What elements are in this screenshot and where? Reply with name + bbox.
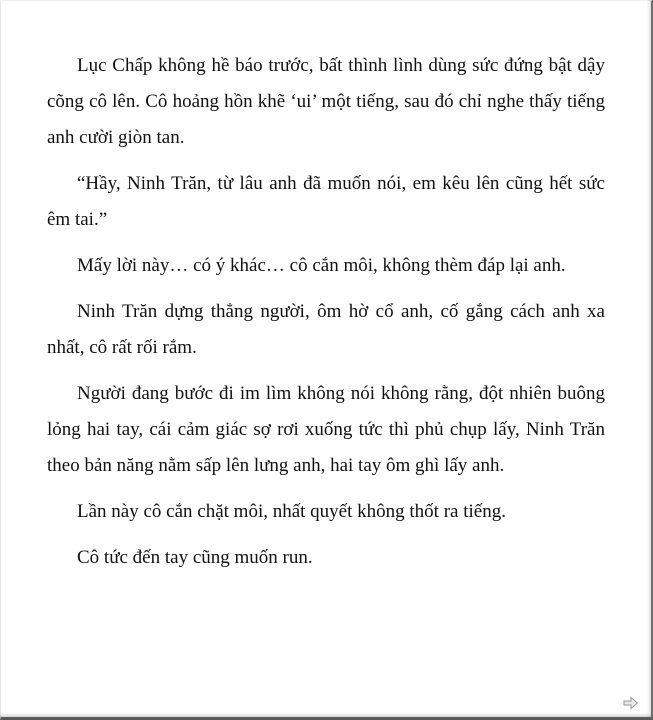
- paragraph: Lần này cô cắn chặt môi, nhất quyết không thốt ra tiếng.: [77, 501, 506, 522]
- document-body: [47, 48, 605, 586]
- paragraph: Mấy lời này… có ý khác… cô cắn môi, không thèm đáp lại anh.: [77, 255, 566, 276]
- arrow-right-icon[interactable]: [623, 696, 639, 710]
- page-shadow-right: [647, 0, 653, 720]
- paragraph: Cô tức đến tay cũng muốn run.: [77, 547, 313, 568]
- page-shadow-bottom: [0, 713, 653, 720]
- paragraph: “Hầy, Ninh Trăn, từ lâu anh đã muốn nói, em kêu lên cũng hết sức êm tai.”: [47, 173, 605, 230]
- paragraph: Người đang bước đi im lìm không nói không rằng, đột nhiên buông lỏng hai tay, cái cảm giác sợ rơi xuống tức thì phủ chụp lấy, Ninh Trăn theo bản năng nằm sấp lên lưng anh, hai tay ôm ghì lấy anh.: [47, 383, 605, 476]
- paragraph: Lục Chấp không hề báo trước, bất thình lình dùng sức đứng bật dậy cõng cô lên. Cô hoảng hồn khẽ ‘ui’ một tiếng, sau đó chỉ nghe thấy tiếng anh cười giòn tan.: [47, 55, 605, 148]
- paragraph: Ninh Trăn dựng thẳng người, ôm hờ cổ anh, cố gắng cách anh xa nhất, cô rất rối rắm.: [47, 301, 605, 358]
